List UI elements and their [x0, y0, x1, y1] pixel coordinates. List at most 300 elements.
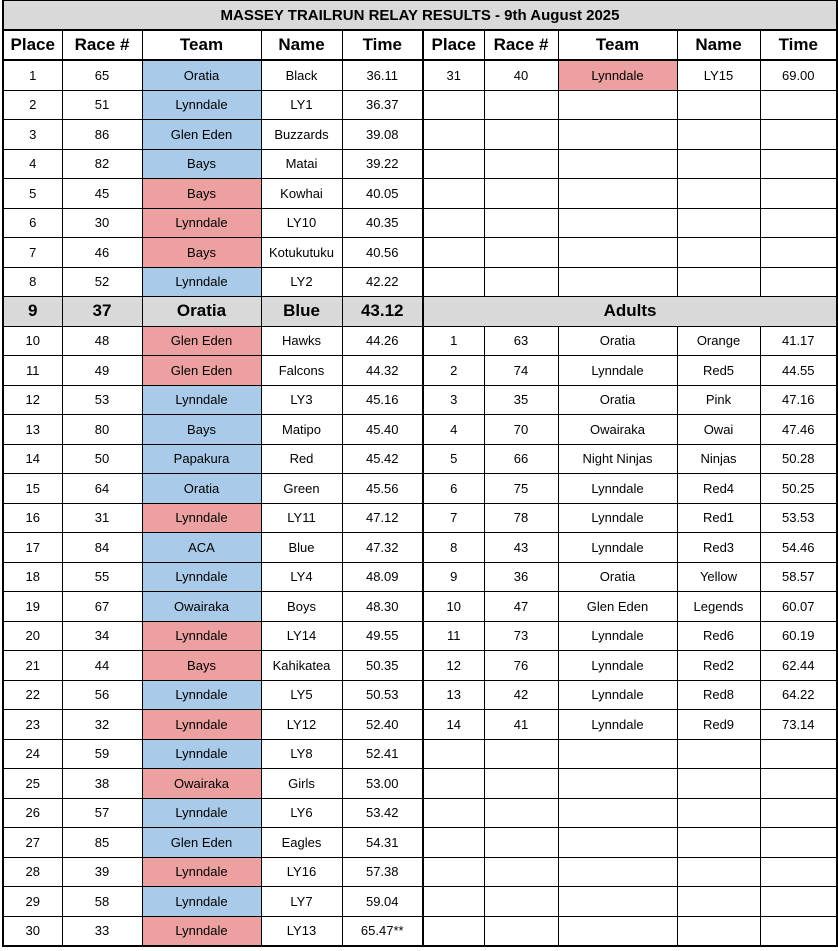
junior-race-number-cell: 34 [62, 621, 142, 651]
adult-race-number-cell: 63 [484, 326, 558, 356]
empty-cell [760, 798, 837, 828]
junior-time-cell: 47.32 [342, 533, 423, 563]
junior-name-cell: LY7 [261, 887, 342, 917]
junior-race-number-cell: 57 [62, 798, 142, 828]
junior-time-cell: 49.55 [342, 621, 423, 651]
empty-cell [558, 739, 677, 769]
empty-cell [423, 887, 484, 917]
adult-name-cell: Owai [677, 415, 760, 445]
adult-time-cell: 58.57 [760, 562, 837, 592]
junior-team-cell: Lynndale [142, 267, 261, 297]
empty-cell [484, 887, 558, 917]
empty-cell [558, 179, 677, 209]
adult-place-cell: 12 [423, 651, 484, 681]
empty-cell [677, 798, 760, 828]
table-row [3, 267, 837, 297]
junior-race-number-cell: 37 [62, 297, 142, 327]
adult-time-cell: 73.14 [760, 710, 837, 740]
junior-team-cell: Lynndale [142, 208, 261, 238]
junior-place-cell: 20 [3, 621, 62, 651]
empty-cell [677, 179, 760, 209]
junior-race-number-cell: 38 [62, 769, 142, 799]
junior-time-cell: 45.16 [342, 385, 423, 415]
empty-cell [760, 887, 837, 917]
junior-team-cell: Lynndale [142, 857, 261, 887]
sheet-title: MASSEY TRAILRUN RELAY RESULTS - 9th August 2025 [3, 1, 837, 31]
adult-name-cell: Pink [677, 385, 760, 415]
junior-race-number-cell: 48 [62, 326, 142, 356]
adult-team-cell: Night Ninjas [558, 444, 677, 474]
junior-team-cell: Glen Eden [142, 828, 261, 858]
empty-cell [677, 857, 760, 887]
right-header-race-number: Race # [484, 30, 558, 60]
empty-cell [677, 267, 760, 297]
empty-cell [558, 208, 677, 238]
junior-time-cell: 36.11 [342, 60, 423, 90]
adult-race-number-cell: 76 [484, 651, 558, 681]
junior-time-cell: 69.00 [760, 60, 837, 90]
junior-race-number-cell: 30 [62, 208, 142, 238]
adult-team-cell: Lynndale [558, 651, 677, 681]
table-row [3, 798, 837, 828]
junior-place-cell: 21 [3, 651, 62, 681]
empty-cell [423, 267, 484, 297]
empty-cell [423, 828, 484, 858]
junior-place-cell: 11 [3, 356, 62, 386]
left-header-time: Time [342, 30, 423, 60]
adult-place-cell: 14 [423, 710, 484, 740]
adult-team-cell: Lynndale [558, 474, 677, 504]
junior-team-cell: Oratia [142, 60, 261, 90]
empty-cell [484, 90, 558, 120]
junior-place-cell: 14 [3, 444, 62, 474]
adult-race-number-cell: 43 [484, 533, 558, 563]
junior-race-number-cell: 85 [62, 828, 142, 858]
junior-team-cell: Papakura [142, 444, 261, 474]
junior-race-number-cell: 65 [62, 60, 142, 90]
table-row [3, 857, 837, 887]
adult-team-cell: Lynndale [558, 680, 677, 710]
junior-name-cell: Green [261, 474, 342, 504]
table-row [3, 533, 837, 563]
junior-name-cell: Black [261, 60, 342, 90]
junior-time-cell: 45.40 [342, 415, 423, 445]
adult-name-cell: Red6 [677, 621, 760, 651]
table-row [3, 120, 837, 150]
table-row [3, 90, 837, 120]
junior-time-cell: 40.05 [342, 179, 423, 209]
adult-place-cell: 7 [423, 503, 484, 533]
junior-place-cell: 10 [3, 326, 62, 356]
adult-team-cell: Lynndale [558, 533, 677, 563]
junior-race-number-cell: 46 [62, 238, 142, 268]
empty-cell [558, 887, 677, 917]
empty-cell [760, 149, 837, 179]
table-row [3, 179, 837, 209]
empty-cell [760, 828, 837, 858]
junior-place-cell: 23 [3, 710, 62, 740]
junior-name-cell: LY11 [261, 503, 342, 533]
adult-place-cell: 6 [423, 474, 484, 504]
junior-name-cell: LY6 [261, 798, 342, 828]
empty-cell [760, 267, 837, 297]
empty-cell [558, 769, 677, 799]
empty-cell [760, 90, 837, 120]
adult-name-cell: Orange [677, 326, 760, 356]
right-header-place: Place [423, 30, 484, 60]
junior-place-cell: 12 [3, 385, 62, 415]
junior-time-cell: 48.30 [342, 592, 423, 622]
table-row [3, 297, 837, 327]
empty-cell [484, 798, 558, 828]
junior-team-cell: Lynndale [142, 503, 261, 533]
empty-cell [423, 857, 484, 887]
junior-team-cell: Bays [142, 149, 261, 179]
adults-section-title: Adults [423, 297, 837, 327]
junior-place-cell: 9 [3, 297, 62, 327]
adult-name-cell: Red3 [677, 533, 760, 563]
junior-place-cell: 17 [3, 533, 62, 563]
junior-time-cell: 52.40 [342, 710, 423, 740]
junior-time-cell: 45.42 [342, 444, 423, 474]
empty-cell [677, 916, 760, 946]
adult-place-cell: 9 [423, 562, 484, 592]
table-row [3, 592, 837, 622]
adult-race-number-cell: 70 [484, 415, 558, 445]
empty-cell [558, 90, 677, 120]
table-row [3, 149, 837, 179]
empty-cell [677, 238, 760, 268]
junior-team-cell: Lynndale [142, 739, 261, 769]
junior-race-number-cell: 45 [62, 179, 142, 209]
junior-team-cell: Owairaka [142, 592, 261, 622]
junior-place-cell: 4 [3, 149, 62, 179]
junior-time-cell: 40.56 [342, 238, 423, 268]
empty-cell [760, 739, 837, 769]
junior-time-cell: 44.26 [342, 326, 423, 356]
junior-team-cell: Lynndale [558, 60, 677, 90]
junior-time-cell: 48.09 [342, 562, 423, 592]
empty-cell [760, 857, 837, 887]
table-row [3, 60, 837, 90]
empty-cell [760, 916, 837, 946]
junior-place-cell: 29 [3, 887, 62, 917]
table-row [3, 326, 837, 356]
junior-time-cell: 36.37 [342, 90, 423, 120]
adult-team-cell: Oratia [558, 326, 677, 356]
junior-name-cell: LY4 [261, 562, 342, 592]
right-header-name: Name [677, 30, 760, 60]
adult-time-cell: 47.16 [760, 385, 837, 415]
junior-time-cell: 42.22 [342, 267, 423, 297]
empty-cell [760, 769, 837, 799]
junior-time-cell: 39.22 [342, 149, 423, 179]
junior-name-cell: Hawks [261, 326, 342, 356]
junior-team-cell: Oratia [142, 474, 261, 504]
empty-cell [760, 179, 837, 209]
junior-place-cell: 30 [3, 916, 62, 946]
junior-team-cell: Bays [142, 651, 261, 681]
junior-time-cell: 44.32 [342, 356, 423, 386]
table-row [3, 385, 837, 415]
table-row [3, 562, 837, 592]
junior-race-number-cell: 84 [62, 533, 142, 563]
adult-team-cell: Owairaka [558, 415, 677, 445]
left-header-team: Team [142, 30, 261, 60]
empty-cell [558, 798, 677, 828]
empty-cell [558, 857, 677, 887]
empty-cell [558, 916, 677, 946]
junior-race-number-cell: 64 [62, 474, 142, 504]
junior-name-cell: LY2 [261, 267, 342, 297]
table-row [3, 769, 837, 799]
junior-team-cell: Glen Eden [142, 356, 261, 386]
junior-time-cell: 40.35 [342, 208, 423, 238]
empty-cell [558, 238, 677, 268]
adult-race-number-cell: 75 [484, 474, 558, 504]
junior-name-cell: Eagles [261, 828, 342, 858]
junior-team-cell: Lynndale [142, 798, 261, 828]
adult-name-cell: Red5 [677, 356, 760, 386]
empty-cell [484, 238, 558, 268]
junior-time-cell: 47.12 [342, 503, 423, 533]
junior-team-cell: Owairaka [142, 769, 261, 799]
table-row [3, 828, 837, 858]
junior-name-cell: Girls [261, 769, 342, 799]
junior-place-cell: 8 [3, 267, 62, 297]
junior-race-number-cell: 39 [62, 857, 142, 887]
junior-time-cell: 54.31 [342, 828, 423, 858]
junior-place-cell: 25 [3, 769, 62, 799]
junior-name-cell: LY3 [261, 385, 342, 415]
empty-cell [484, 857, 558, 887]
junior-race-number-cell: 58 [62, 887, 142, 917]
adult-race-number-cell: 47 [484, 592, 558, 622]
empty-cell [760, 208, 837, 238]
table-row [3, 208, 837, 238]
adult-place-cell: 3 [423, 385, 484, 415]
junior-team-cell: Glen Eden [142, 120, 261, 150]
junior-name-cell: Matipo [261, 415, 342, 445]
adult-place-cell: 5 [423, 444, 484, 474]
table-row [3, 887, 837, 917]
junior-time-cell: 65.47** [342, 916, 423, 946]
junior-name-cell: Blue [261, 533, 342, 563]
junior-team-cell: Lynndale [142, 621, 261, 651]
empty-cell [677, 739, 760, 769]
junior-place-cell: 15 [3, 474, 62, 504]
junior-race-number-cell: 49 [62, 356, 142, 386]
junior-race-number-cell: 67 [62, 592, 142, 622]
junior-team-cell: Lynndale [142, 385, 261, 415]
junior-name-cell: Boys [261, 592, 342, 622]
empty-cell [677, 887, 760, 917]
table-row [3, 621, 837, 651]
junior-name-cell: Falcons [261, 356, 342, 386]
adult-race-number-cell: 66 [484, 444, 558, 474]
junior-name-cell: LY12 [261, 710, 342, 740]
junior-race-number-cell: 44 [62, 651, 142, 681]
empty-cell [423, 120, 484, 150]
junior-race-number-cell: 53 [62, 385, 142, 415]
adult-place-cell: 11 [423, 621, 484, 651]
adult-time-cell: 53.53 [760, 503, 837, 533]
adult-time-cell: 60.19 [760, 621, 837, 651]
junior-place-cell: 3 [3, 120, 62, 150]
junior-place-cell: 6 [3, 208, 62, 238]
junior-team-cell: Lynndale [142, 90, 261, 120]
junior-race-number-cell: 52 [62, 267, 142, 297]
empty-cell [423, 916, 484, 946]
junior-time-cell: 57.38 [342, 857, 423, 887]
adult-name-cell: Red1 [677, 503, 760, 533]
junior-team-cell: Lynndale [142, 887, 261, 917]
table-row [3, 415, 837, 445]
adult-place-cell: 13 [423, 680, 484, 710]
junior-time-cell: 50.53 [342, 680, 423, 710]
empty-cell [423, 739, 484, 769]
empty-cell [558, 828, 677, 858]
junior-time-cell: 53.00 [342, 769, 423, 799]
adult-place-cell: 4 [423, 415, 484, 445]
junior-race-number-cell: 40 [484, 60, 558, 90]
table-row [3, 739, 837, 769]
adult-name-cell: Ninjas [677, 444, 760, 474]
junior-race-number-cell: 33 [62, 916, 142, 946]
junior-place-cell: 26 [3, 798, 62, 828]
table-row [3, 651, 837, 681]
junior-name-cell: Red [261, 444, 342, 474]
adult-place-cell: 10 [423, 592, 484, 622]
empty-cell [760, 238, 837, 268]
adult-name-cell: Red4 [677, 474, 760, 504]
adult-time-cell: 50.28 [760, 444, 837, 474]
junior-time-cell: 39.08 [342, 120, 423, 150]
empty-cell [423, 798, 484, 828]
junior-team-cell: Glen Eden [142, 326, 261, 356]
junior-name-cell: LY13 [261, 916, 342, 946]
right-header-team: Team [558, 30, 677, 60]
junior-name-cell: LY15 [677, 60, 760, 90]
adult-team-cell: Oratia [558, 562, 677, 592]
adult-name-cell: Legends [677, 592, 760, 622]
adult-place-cell: 8 [423, 533, 484, 563]
table-row [3, 474, 837, 504]
junior-name-cell: LY1 [261, 90, 342, 120]
junior-race-number-cell: 51 [62, 90, 142, 120]
adult-race-number-cell: 78 [484, 503, 558, 533]
empty-cell [484, 208, 558, 238]
junior-name-cell: Kowhai [261, 179, 342, 209]
junior-time-cell: 50.35 [342, 651, 423, 681]
junior-place-cell: 27 [3, 828, 62, 858]
left-header-name: Name [261, 30, 342, 60]
table-row [3, 503, 837, 533]
adult-place-cell: 2 [423, 356, 484, 386]
junior-place-cell: 7 [3, 238, 62, 268]
table-row [3, 710, 837, 740]
adult-name-cell: Red8 [677, 680, 760, 710]
junior-time-cell: 45.56 [342, 474, 423, 504]
empty-cell [423, 769, 484, 799]
empty-cell [423, 149, 484, 179]
junior-name-cell: LY8 [261, 739, 342, 769]
adult-time-cell: 44.55 [760, 356, 837, 386]
junior-race-number-cell: 32 [62, 710, 142, 740]
results-table [2, 0, 838, 947]
junior-team-cell: ACA [142, 533, 261, 563]
junior-race-number-cell: 80 [62, 415, 142, 445]
junior-name-cell: Kotukutuku [261, 238, 342, 268]
empty-cell [484, 267, 558, 297]
junior-team-cell: Bays [142, 179, 261, 209]
adult-team-cell: Lynndale [558, 503, 677, 533]
junior-race-number-cell: 31 [62, 503, 142, 533]
junior-place-cell: 13 [3, 415, 62, 445]
empty-cell [677, 149, 760, 179]
junior-race-number-cell: 55 [62, 562, 142, 592]
empty-cell [423, 238, 484, 268]
adult-time-cell: 62.44 [760, 651, 837, 681]
junior-race-number-cell: 86 [62, 120, 142, 150]
junior-team-cell: Lynndale [142, 916, 261, 946]
results-sheet [2, 0, 836, 947]
adult-team-cell: Oratia [558, 385, 677, 415]
junior-name-cell: Blue [261, 297, 342, 327]
adult-time-cell: 54.46 [760, 533, 837, 563]
empty-cell [484, 828, 558, 858]
column-header-row [3, 30, 837, 60]
junior-race-number-cell: 82 [62, 149, 142, 179]
table-row [3, 356, 837, 386]
adult-name-cell: Red2 [677, 651, 760, 681]
junior-place-cell: 1 [3, 60, 62, 90]
adult-name-cell: Red9 [677, 710, 760, 740]
adult-team-cell: Lynndale [558, 621, 677, 651]
adult-team-cell: Glen Eden [558, 592, 677, 622]
junior-place-cell: 2 [3, 90, 62, 120]
junior-team-cell: Oratia [142, 297, 261, 327]
empty-cell [760, 120, 837, 150]
adult-team-cell: Lynndale [558, 710, 677, 740]
junior-team-cell: Lynndale [142, 562, 261, 592]
empty-cell [558, 149, 677, 179]
junior-place-cell: 19 [3, 592, 62, 622]
junior-team-cell: Bays [142, 415, 261, 445]
empty-cell [484, 149, 558, 179]
empty-cell [484, 120, 558, 150]
junior-place-cell: 31 [423, 60, 484, 90]
adult-time-cell: 47.46 [760, 415, 837, 445]
junior-race-number-cell: 56 [62, 680, 142, 710]
junior-name-cell: Kahikatea [261, 651, 342, 681]
junior-race-number-cell: 50 [62, 444, 142, 474]
adult-time-cell: 41.17 [760, 326, 837, 356]
adult-time-cell: 60.07 [760, 592, 837, 622]
junior-time-cell: 52.41 [342, 739, 423, 769]
junior-team-cell: Bays [142, 238, 261, 268]
junior-place-cell: 22 [3, 680, 62, 710]
junior-team-cell: Lynndale [142, 680, 261, 710]
empty-cell [484, 739, 558, 769]
adult-race-number-cell: 35 [484, 385, 558, 415]
empty-cell [484, 916, 558, 946]
adult-race-number-cell: 41 [484, 710, 558, 740]
junior-name-cell: LY14 [261, 621, 342, 651]
junior-name-cell: Matai [261, 149, 342, 179]
empty-cell [677, 828, 760, 858]
empty-cell [423, 208, 484, 238]
